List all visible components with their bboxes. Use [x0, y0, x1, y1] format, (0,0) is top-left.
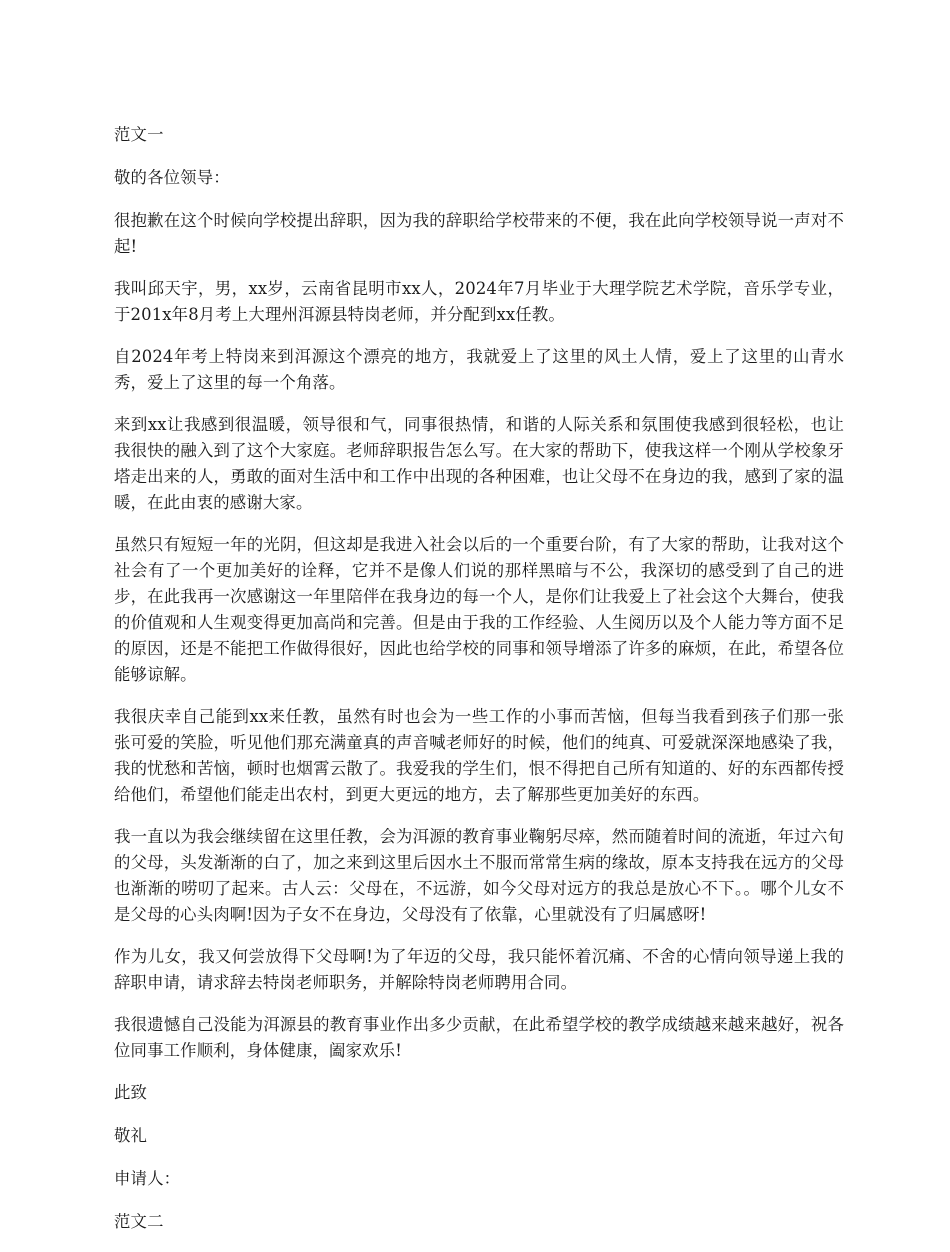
body-paragraph: 来到xx让我感到很温暖，领导很和气，同事很热情，和谐的人际关系和氛围使我感到很轻松，也让我很快的融入到了这个大家庭。老师辞职报告怎么写。在大家的帮助下，使我这样一个刚从学校象牙塔走出来的人，勇敢的面对生活中和工作中出现的各种困难，也让父母不在身边的我，感到了家的温暖，在此由衷的感谢大家。: [114, 415, 844, 512]
closing-regards: 敬礼: [114, 1126, 148, 1145]
salutation: 敬的各位领导：: [114, 168, 230, 187]
body-paragraph: 我很遗憾自己没能为洱源县的教育事业作出多少贡献，在此希望学校的教学成绩越来越来越好，祝各位同事工作顺利，身体健康，阖家欢乐!: [114, 1015, 844, 1060]
body-paragraph: 我叫邱天宇，男，xx岁，云南省昆明市xx人，2024年7月毕业于大理学院艺术学院，音乐学专业，于201x年8月考上大理州洱源县特岗老师，并分配到xx任教。: [114, 279, 844, 324]
body-paragraph: 我很庆幸自己能到xx来任教，虽然有时也会为一些工作的小事而苦恼，但每当我看到孩子们那一张张可爱的笑脸，听见他们那充满童真的声音喊老师好的时候，他们的纯真、可爱就深深地感染了我，我的忧愁和苦恼，顿时也烟霄云散了。我爱我的学生们，恨不得把自己所有知道的、好的东西都传授 给他们，希望他们能走出农村，到更大更远的地方，去了解那些更加美好的东西。: [114, 707, 844, 804]
body-paragraph: 我一直以为我会继续留在这里任教，会为洱源的教育事业鞠躬尽瘁，然而随着时间的流逝，年过六旬的父母，头发渐渐的白了，加之来到这里后因水土不服而常常生病的缘故，原本支持我在远方的父母也渐渐的唠叨了起来。古人云：父母在，不远游，如今父母对远方的我总是放心不下。。哪个儿女不是父母的心头肉啊!因为子女不在身边，父母没有了依靠，心里就没有了归属感呀!: [114, 827, 844, 924]
body-paragraph: 很抱歉在这个时候向学校提出辞职，因为我的辞职给学校带来的不便，我在此向学校领导说一声对不起!: [114, 211, 844, 256]
body-paragraph: 虽然只有短短一年的光阴，但这却是我进入社会以后的一个重要台阶，有了大家的帮助，让我对这个社会有了一个更加美好的诠释，它并不是像人们说的那样黑暗与不公，我深切的感受到了自己的进步，在此我再一次感谢这一年里陪伴在我身边的每一个人，是你们让我爱上了社会这个大舞台，使我的价值观和人生观变得更加高尚和完善。但是由于我的工作经验、人生阅历以及个人能力等方面不足的原因，还是不能把工作做得很好，因此也给学校的同事和领导增添了许多的麻烦，在此，希望各位能够谅解。: [114, 535, 844, 684]
closing-line: 此致: [114, 1083, 148, 1102]
document-page: [114, 122, 844, 1252]
section-heading-2: 范文二: [114, 1212, 164, 1231]
body-paragraph: 作为儿女，我又何尝放得下父母啊!为了年迈的父母，我只能怀着沉痛、不舍的心情向领导递上我的辞职申请，请求辞去特岗老师职务，并解除特岗老师聘用合同。: [114, 947, 844, 992]
section-heading-1: 范文一: [114, 125, 164, 144]
applicant-label: 申请人：: [114, 1169, 181, 1188]
body-paragraph: 自2024年考上特岗来到洱源这个漂亮的地方，我就爱上了这里的风土人情，爱上了这里的山青水秀，爱上了这里的每一个角落。: [114, 347, 844, 392]
